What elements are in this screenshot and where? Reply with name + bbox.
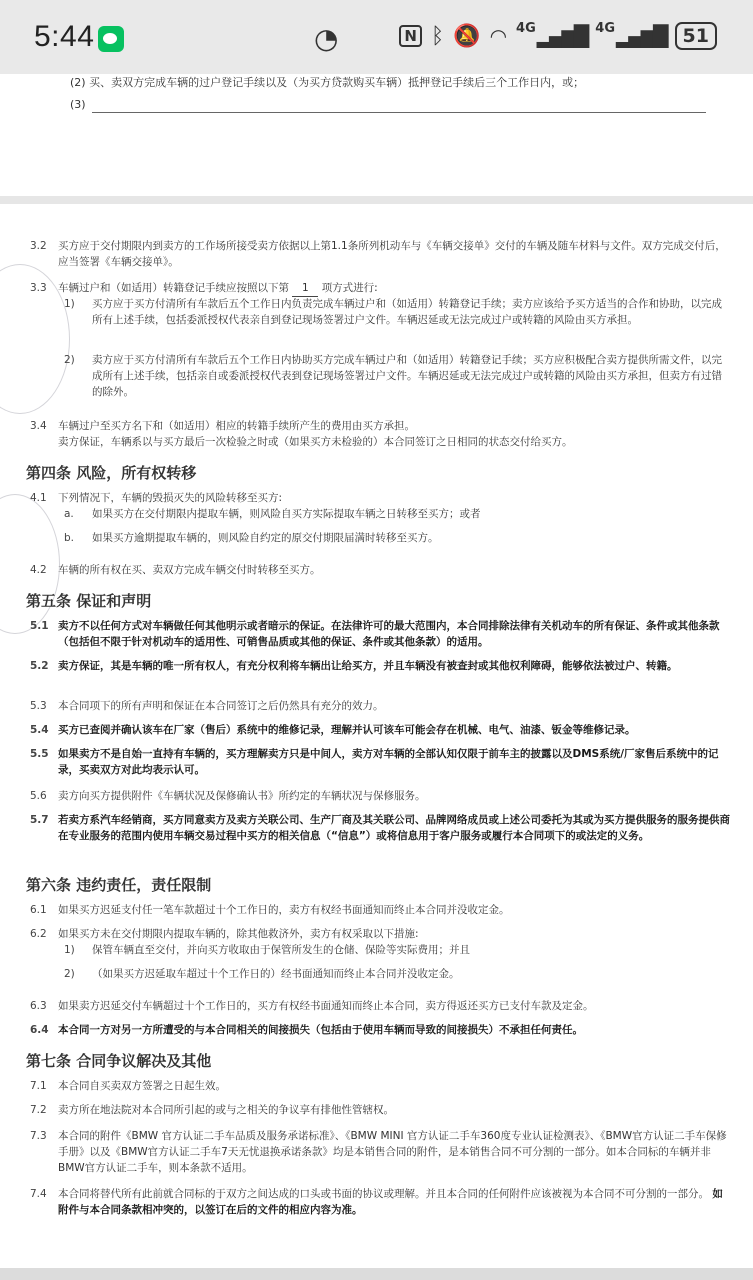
- item-number: 2): [64, 354, 75, 366]
- clause-text: 车辆的所有权在买、卖双方完成车辆交付时转移至买方。: [58, 564, 321, 576]
- item-text: 卖方应于买方付清所有车款后五个工作日内协助买方完成车辆过户和（如适用）转籍登记手续；买方应积极配合卖方提供所需文件，以完成所有上述手续，包括亲自或委派授权代表到登记现场签署过户文件。车辆迟延或无法完成过户或转籍的风险由买方承担，但卖方有过错的除外。: [92, 354, 722, 398]
- item-number: 2): [64, 968, 75, 980]
- wifi-icon: ◠: [489, 24, 508, 48]
- clause-text: 车辆过户至买方名下和（如适用）相应的转籍手续所产生的费用由买方承担。: [58, 420, 415, 432]
- signal-icon-2: ▂▄▆█: [616, 24, 666, 48]
- clause-text: 买方应于交付期限内到卖方的工作场所接受卖方依据以上第1.1条所列机动车与《车辆交接单》交付的车辆及随车材料与文件。双方完成交付后，应当签署《车辆交接单》。: [58, 240, 726, 268]
- network-4g-label: 4G: [516, 20, 536, 36]
- article-heading: 第五条 保证和声明: [26, 592, 152, 610]
- clause-text-part: 车辆过户和（如适用）转籍登记手续应按照以下第: [58, 282, 289, 294]
- clause-text-part: 项方式进行:: [321, 282, 378, 294]
- item-number: b.: [64, 532, 75, 544]
- clause-text: 若卖方系汽车经销商，买方同意卖方及卖方关联公司、生产厂商及其关联公司、品牌网络成员或上述公司委托为其或为买方提供服务的服务提供商在专业服务的范围内使用车辆交易过程中买方的相关信息（“信息”）或将信息用于客户服务或履行本合同项下的或法定的义务。: [58, 814, 730, 842]
- clause-number: 6.1: [30, 904, 47, 916]
- clause-number: 7.3: [30, 1130, 47, 1142]
- clause-text: 本合同自买卖双方签署之日起生效。: [58, 1080, 226, 1092]
- signal-icon: ▂▄▆█: [536, 24, 587, 48]
- item-number: 1): [64, 298, 75, 310]
- item-text: 如果买方在交付期限内提取车辆，则风险自买方实际提取车辆之日转移至买方；或者: [92, 508, 481, 520]
- clause-text: 如果卖方迟延交付车辆超过十个工作日的，买方有权经书面通知而终止本合同，卖方得返还买方已支付车款及定金。: [58, 1000, 594, 1012]
- clock: 5:44: [34, 20, 95, 53]
- clause-number: 7.4: [30, 1188, 47, 1200]
- clause-number: 6.2: [30, 928, 47, 940]
- clause-number: 7.2: [30, 1104, 47, 1116]
- clause-text: 卖方向买方提供附件《车辆状况及保修确认书》所约定的车辆状况与保修服务。: [58, 790, 426, 802]
- item-text: 保管车辆直至交付，并向买方收取由于保管所发生的仓储、保险等实际费用；并且: [92, 944, 470, 956]
- clause-text: (2) 买、卖双方完成车辆的过户登记手续以及（为买方贷款购买车辆）抵押登记手续后三个工作日内，或；: [70, 76, 585, 89]
- clause-text: 本合同项下的所有声明和保证在本合同签订之后仍然具有充分的效力。: [58, 700, 384, 712]
- clause-number: 6.4: [30, 1024, 49, 1036]
- wechat-icon: [98, 26, 124, 52]
- document-page-2: [0, 204, 753, 1268]
- clause-text: 卖方所在地法院对本合同所引起的或与之相关的争议享有排他性管辖权。: [58, 1104, 394, 1116]
- clause-text: 卖方不以任何方式对车辆做任何其他明示或者暗示的保证。在法律许可的最大范围内，本合同排除法律有关机动车的所有保证、条件或其他条款（包括但不限于针对机动车的适用性、可销售品质或其他的保证、条件或其他条款）的适用。: [58, 620, 720, 648]
- status-bar: [0, 0, 753, 74]
- item-number: a.: [64, 508, 74, 520]
- item-text: （如果买方迟延取车超过十个工作日的）经书面通知而终止本合同并没收定金。: [92, 968, 460, 980]
- clause-text: 如果买方未在交付期限内提取车辆的，除其他救济外，卖方有权采取以下措施:: [58, 928, 419, 940]
- nfc-icon: N: [399, 25, 422, 47]
- clause-number: 5.3: [30, 700, 47, 712]
- clause-text: 卖方保证，车辆系以与买方最后一次检验之时或（如果买方未检验的）本合同签订之日相同的状态交付给买方。: [58, 436, 573, 448]
- document-page-1: [0, 74, 753, 196]
- network-4g-label-2: 4G: [595, 20, 616, 36]
- clause-text: [58, 1186, 730, 1218]
- clause-number: 3.3: [30, 282, 47, 294]
- item-number: 1): [64, 944, 75, 956]
- blank-line: [92, 112, 706, 113]
- speedometer-icon: ◔: [314, 22, 339, 55]
- page-gap: [0, 1268, 753, 1280]
- item-text: 买方应于买方付清所有车款后五个工作日内负责完成车辆过户和（如适用）转籍登记手续；卖方应该给予买方适当的合作和协助，以完成所有上述手续，包括委派授权代表亲自到登记现场签署过户文件。车辆迟延或无法完成过户或转籍的风险由买方承担。: [92, 298, 722, 326]
- clause-text: 本合同一方对另一方所遭受的与本合同相关的间接损失（包括由于使用车辆而导致的间接损失）不承担任何责任。: [58, 1024, 583, 1036]
- battery-icon: 51: [675, 22, 717, 50]
- article-heading: 第六条 违约责任，责任限制: [26, 876, 212, 894]
- clause-number: 5.5: [30, 748, 49, 760]
- status-icons: [399, 22, 717, 50]
- clause-text: 本合同的附件《BMW 官方认证二手车品质及服务承诺标准》、《BMW MINI 官方认证二手车360度专业认证检测表》、《BMW官方认证二手车保修手册》以及《BMW官方认证二手车7天无忧退换承诺条款》均是本销售合同的附件，是本销售合同不可分割的一部分。如本合同标的车辆并非BMW官方认证二手车，则本条款不适用。: [58, 1130, 727, 1174]
- clause-text: 卖方保证，其是车辆的唯一所有权人，有充分权利将车辆出让给买方，并且车辆没有被查封或其他权利障碍，能够依法被过户、转籍。: [58, 660, 678, 672]
- clause-number: 5.1: [30, 620, 49, 632]
- clause-number: 5.4: [30, 724, 49, 736]
- clause-number: 4.1: [30, 492, 47, 504]
- clause-text: (3): [70, 98, 86, 111]
- clause-number: 5.7: [30, 814, 49, 826]
- clause-text: 买方已查阅并确认该车在厂家（售后）系统中的维修记录，理解并认可该车可能会存在机械、电气、油漆、钣金等维修记录。: [58, 724, 636, 736]
- item-text: 如果买方逾期提取车辆的，则风险自约定的原交付期限届满时转移至买方。: [92, 532, 439, 544]
- clause-text-part: 本合同将替代所有此前就合同标的于双方之间达成的口头或书面的协议或理解。并且本合同的任何附件应该被视为本合同不可分割的一部分。: [58, 1188, 709, 1200]
- bluetooth-icon: ᛒ: [430, 23, 445, 49]
- clause-text: 下列情况下，车辆的毁损灭失的风险转移至买方:: [58, 492, 283, 504]
- article-heading: 第七条 合同争议解决及其他: [26, 1052, 212, 1070]
- page-gap: [0, 196, 753, 204]
- mute-icon: 🔕: [453, 23, 481, 49]
- option-number: 1: [292, 280, 318, 297]
- clause-text: 如果卖方不是自始一直持有车辆的，买方理解卖方只是中间人，卖方对车辆的全部认知仅限于前车主的披露以及DMS系统/厂家售后系统中的记录，买卖双方对此均表示认可。: [58, 748, 719, 776]
- clause-number: 5.2: [30, 660, 49, 672]
- clause-number: 3.4: [30, 420, 47, 432]
- clause-number: 3.2: [30, 240, 47, 252]
- clause-number: 6.3: [30, 1000, 47, 1012]
- article-heading: 第四条 风险，所有权转移: [26, 464, 197, 482]
- clause-number: 5.6: [30, 790, 47, 802]
- clause-text: 如果买方迟延支付任一笔车款超过十个工作日的，卖方有权经书面通知而终止本合同并没收定金。: [58, 904, 510, 916]
- clause-number: 4.2: [30, 564, 47, 576]
- clause-number: 7.1: [30, 1080, 47, 1092]
- clause-text-bold: 如附件与本合同条款相冲突的，以签订在后的文件的相应内容为准。: [58, 1188, 723, 1216]
- clause-text: [58, 280, 730, 297]
